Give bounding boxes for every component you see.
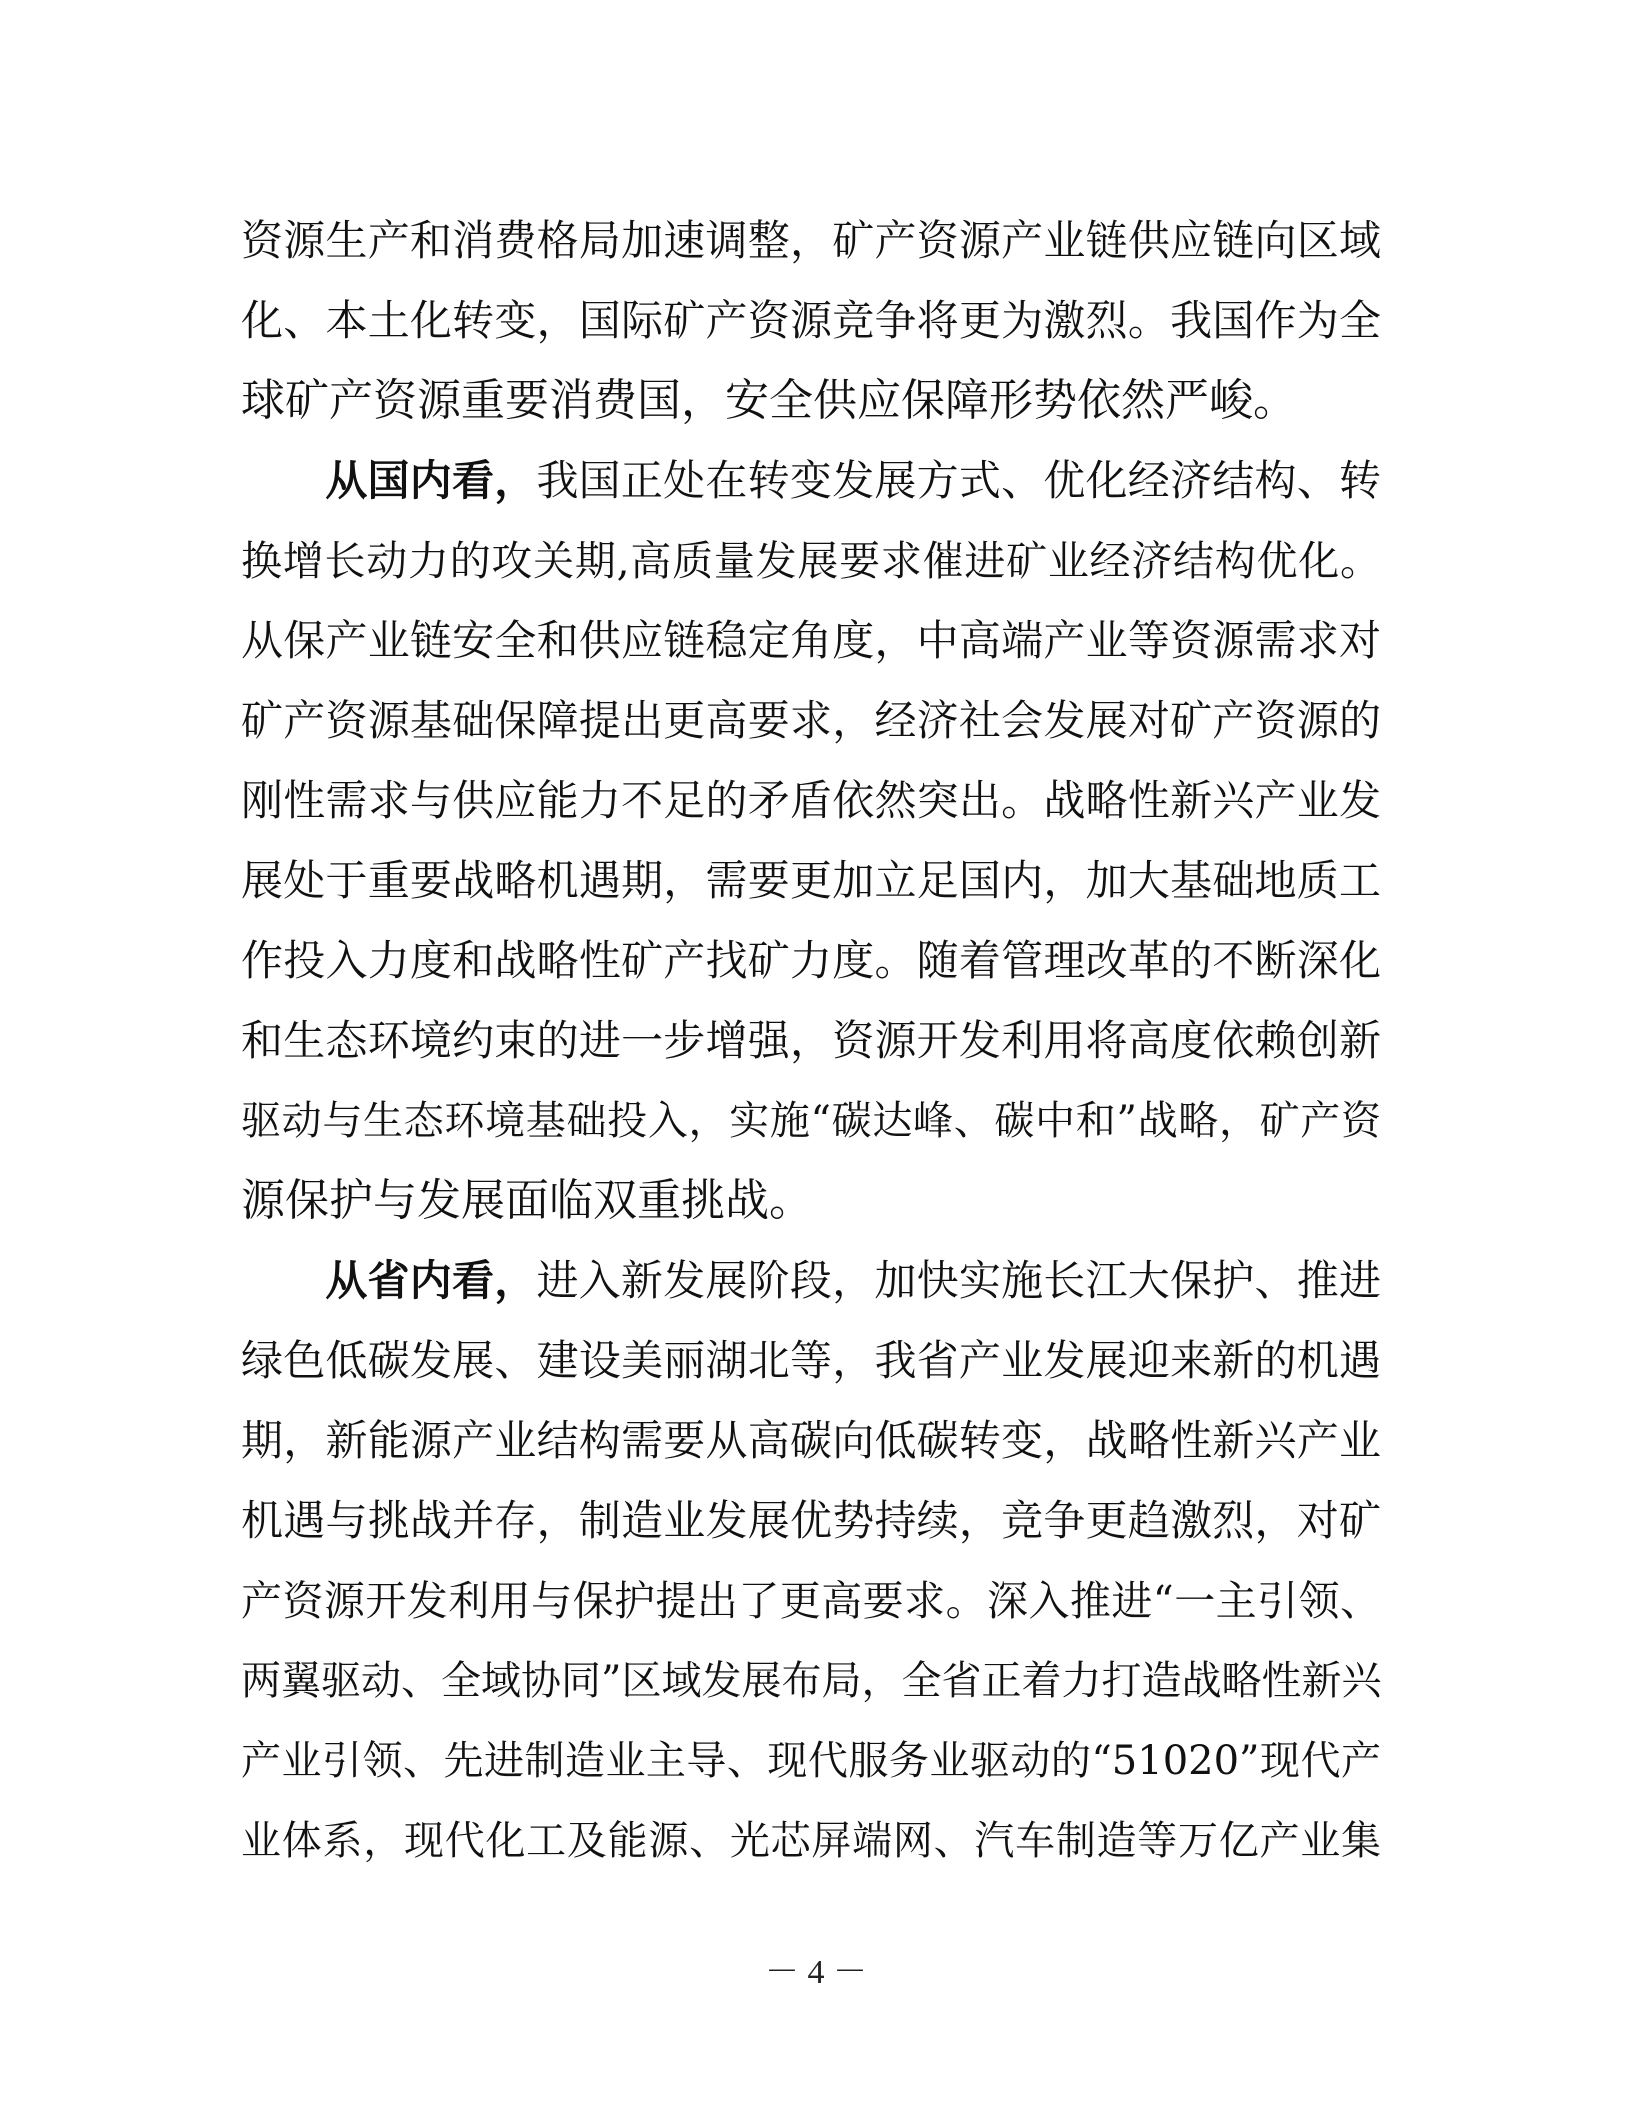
paragraph-first-line: [241, 1253, 1381, 1309]
text-line: 从保产业链安全和供应链稳定角度，中高端产业等资源需求对: [241, 616, 1381, 665]
text-line: 业体系，现代化工及能源、光芯屏端网、汽车制造等万亿产业集: [241, 1818, 1381, 1864]
text-line: 矿产资源基础保障提出更高要求，经济社会发展对矿产资源的: [241, 696, 1381, 745]
text-line: 机遇与挑战并存，制造业发展优势持续，竞争更趋激烈，对矿: [241, 1496, 1381, 1545]
paragraph-first-line: [241, 453, 1381, 509]
text-line: 资源生产和消费格局加速调整，矿产资源产业链供应链向区域: [241, 216, 1381, 265]
text-line: 驱动与生态环境基础投入，实施“碳达峰、碳中和”战略，矿产资: [241, 1098, 1381, 1144]
text-line-rest: 进入新发展阶段，加快实施长江大保护、推进: [536, 1256, 1381, 1305]
text-line: 源保护与发展面临双重挑战。: [241, 1175, 813, 1226]
paragraph-lead-domestic: 从国内看，: [325, 456, 537, 505]
text-line: 绿色低碳发展、建设美丽湖北等，我省产业发展迎来新的机遇: [241, 1336, 1381, 1385]
text-line: 期，新能源产业结构需要从高碳向低碳转变，战略性新兴产业: [241, 1416, 1381, 1465]
page-number: － 4 －: [765, 1954, 867, 1991]
text-line: 产业引领、先进制造业主导、现代服务业驱动的“51020”现代产: [241, 1738, 1381, 1784]
text-line: 展处于重要战略机遇期，需要更加立足国内，加大基础地质工: [241, 856, 1381, 905]
text-line-rest: 我国正处在转变发展方式、优化经济结构、转: [536, 456, 1381, 505]
text-line: 两翼驱动、全域协同”区域发展布局，全省正着力打造战略性新兴: [241, 1658, 1382, 1704]
text-line: 球矿产资源重要消费国，安全供应保障形势依然严峻。: [241, 375, 1297, 426]
text-line: 刚性需求与供应能力不足的矛盾依然突出。战略性新兴产业发: [241, 776, 1381, 825]
text-line: 作投入力度和战略性矿产找矿力度。随着管理改革的不断深化: [241, 936, 1381, 985]
paragraph-lead-provincial: 从省内看，: [325, 1256, 537, 1305]
text-line: 和生态环境约束的进一步增强，资源开发利用将高度依赖创新: [241, 1016, 1381, 1065]
text-line: 化、本土化转变，国际矿产资源竞争将更为激烈。我国作为全: [241, 296, 1381, 345]
text-line: 产资源开发利用与保护提出了更高要求。深入推进“一主引领、: [241, 1577, 1381, 1625]
text-line: 换增长动力的攻关期,高质量发展要求催进矿业经济结构优化。: [241, 537, 1381, 585]
